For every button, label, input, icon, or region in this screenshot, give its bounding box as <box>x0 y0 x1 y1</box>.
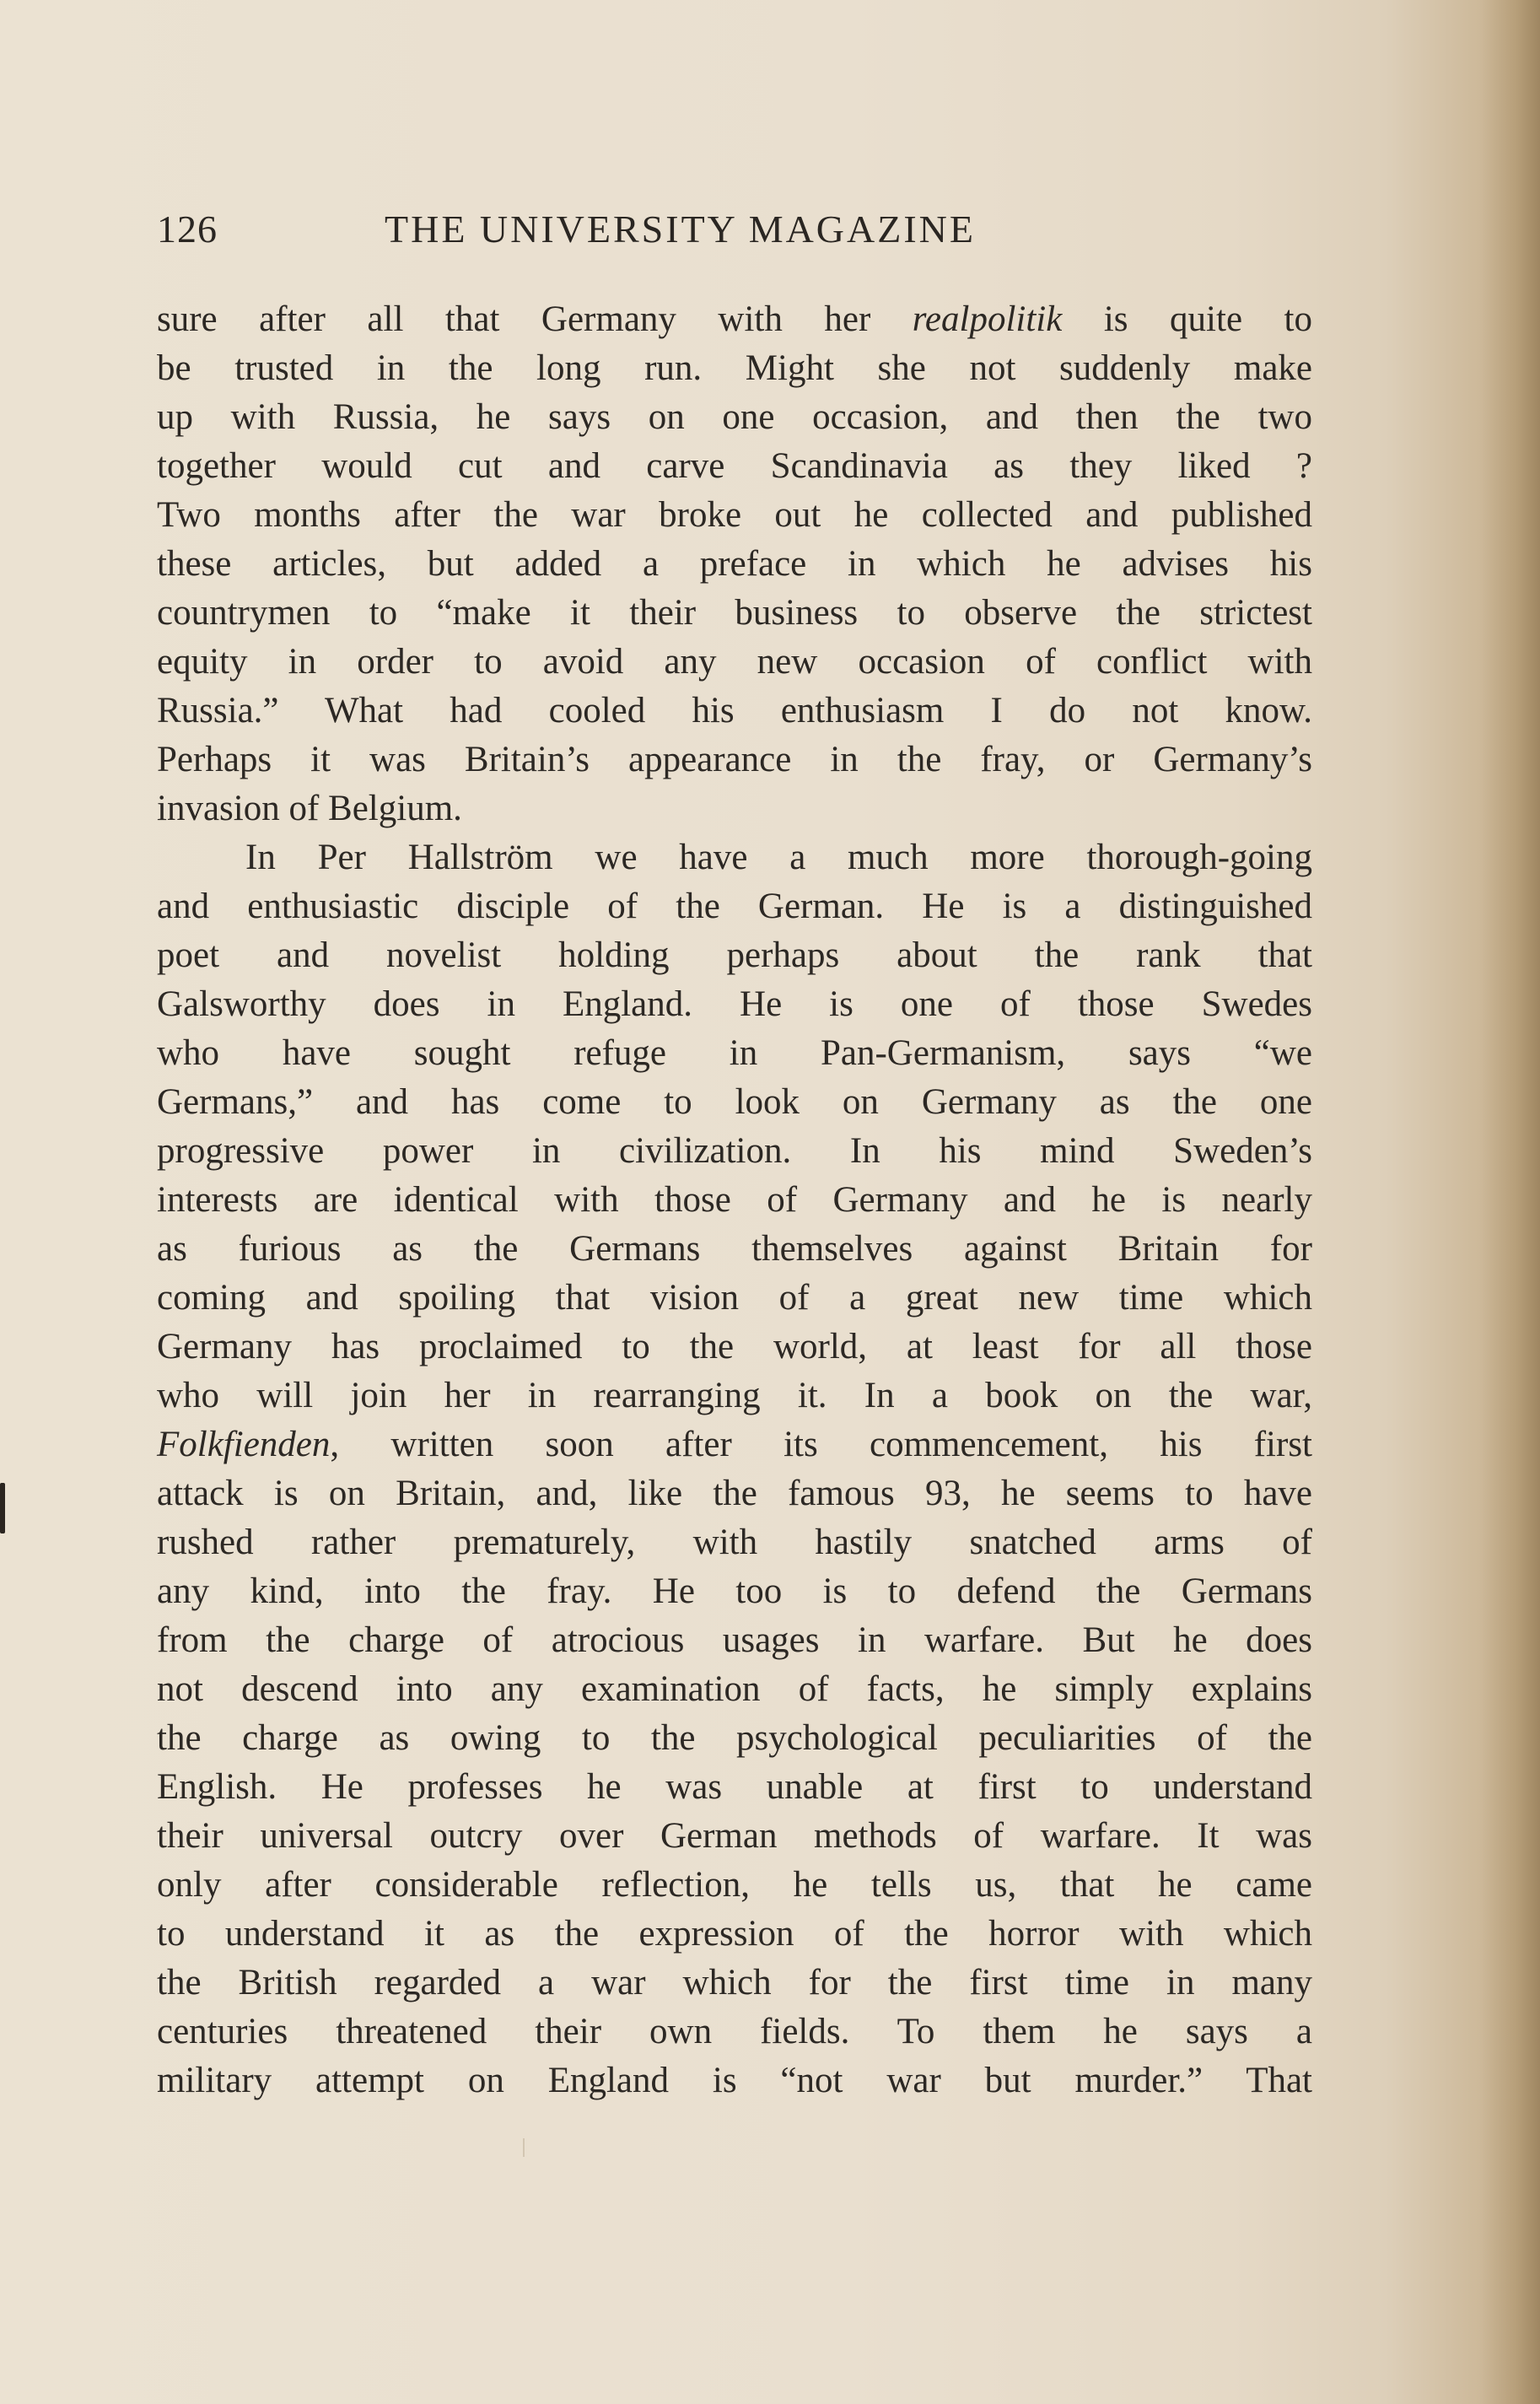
text-line: coming and spoiling that vision of a great new time which <box>157 1278 1312 1318</box>
paper-speck <box>523 2138 525 2157</box>
text-line: Russia.” What had cooled his enthusiasm I do not know. <box>157 691 1312 730</box>
text-line: only after considerable reflection, he tells us, that he came <box>157 1865 1312 1905</box>
text-line: attack is on Britain, and, like the famous 93, he seems to have <box>157 1474 1312 1513</box>
text-line: and enthusiastic disciple of the German. He is a distinguished <box>157 887 1312 926</box>
text-line: English. He professes he was unable at first to understand <box>157 1767 1312 1807</box>
italic-term: Folkfienden <box>157 1425 331 1464</box>
text-line: up with Russia, he says on one occasion, and then the two <box>157 397 1312 437</box>
italic-term: realpolitik <box>912 299 1063 339</box>
running-head: THE UNIVERSITY MAGAZINE <box>385 208 976 251</box>
margin-mark <box>0 1483 5 1533</box>
text-line: the charge as owing to the psychological peculiarities of the <box>157 1718 1312 1758</box>
text-line: Two months after the war broke out he collected and published <box>157 495 1312 535</box>
text-line: to understand it as the expression of the horror with which <box>157 1914 1312 1954</box>
text-line: from the charge of atrocious usages in warfare. But he does <box>157 1620 1312 1660</box>
text-line: Folkfienden, written soon after its commencement, his first <box>157 1425 1312 1464</box>
text-line: sure after all that Germany with her realpolitik is quite to <box>157 299 1312 339</box>
text-line: as furious as the Germans themselves against Britain for <box>157 1229 1312 1269</box>
text-line: these articles, but added a preface in which he advises his <box>157 544 1312 584</box>
text-line: Galsworthy does in England. He is one of those Swedes <box>157 984 1312 1024</box>
text-line: centuries threatened their own fields. To them he says a <box>157 2012 1312 2051</box>
page-header <box>157 207 1321 257</box>
text-line: military attempt on England is “not war but murder.” That <box>157 2061 1312 2100</box>
text-line: In Per Hallström we have a much more thorough-going <box>245 838 1312 877</box>
body-text <box>157 295 1312 2105</box>
text-line: Perhaps it was Britain’s appearance in the fray, or Germany’s <box>157 740 1312 779</box>
text-line: interests are identical with those of Germany and he is nearly <box>157 1180 1312 1220</box>
text-line: poet and novelist holding perhaps about the rank that <box>157 935 1312 975</box>
text-line: their universal outcry over German methods of warfare. It was <box>157 1816 1312 1856</box>
text-line: together would cut and carve Scandinavia as they liked ? <box>157 446 1312 486</box>
text-line: the British regarded a war which for the first time in many <box>157 1963 1312 2002</box>
text-line: Germans,” and has come to look on Germany as the one <box>157 1082 1312 1122</box>
gutter-shadow <box>1481 0 1540 2404</box>
text-line: equity in order to avoid any new occasion of conflict with <box>157 642 1312 682</box>
text-line: Germany has proclaimed to the world, at least for all those <box>157 1327 1312 1366</box>
text-line: not descend into any examination of facts, he simply explains <box>157 1669 1312 1709</box>
text-line: rushed rather prematurely, with hastily snatched arms of <box>157 1523 1312 1562</box>
page-number: 126 <box>157 208 218 251</box>
text-line: who have sought refuge in Pan-Germanism, says “we <box>157 1033 1312 1073</box>
text-line: countrymen to “make it their business to observe the strictest <box>157 593 1312 633</box>
text-line: progressive power in civilization. In his mind Sweden’s <box>157 1131 1312 1171</box>
text-line: who will join her in rearranging it. In a book on the war, <box>157 1376 1312 1415</box>
text-line: any kind, into the fray. He too is to defend the Germans <box>157 1571 1312 1611</box>
text-line: invasion of Belgium. <box>157 789 462 828</box>
text-line: be trusted in the long run. Might she not suddenly make <box>157 348 1312 388</box>
